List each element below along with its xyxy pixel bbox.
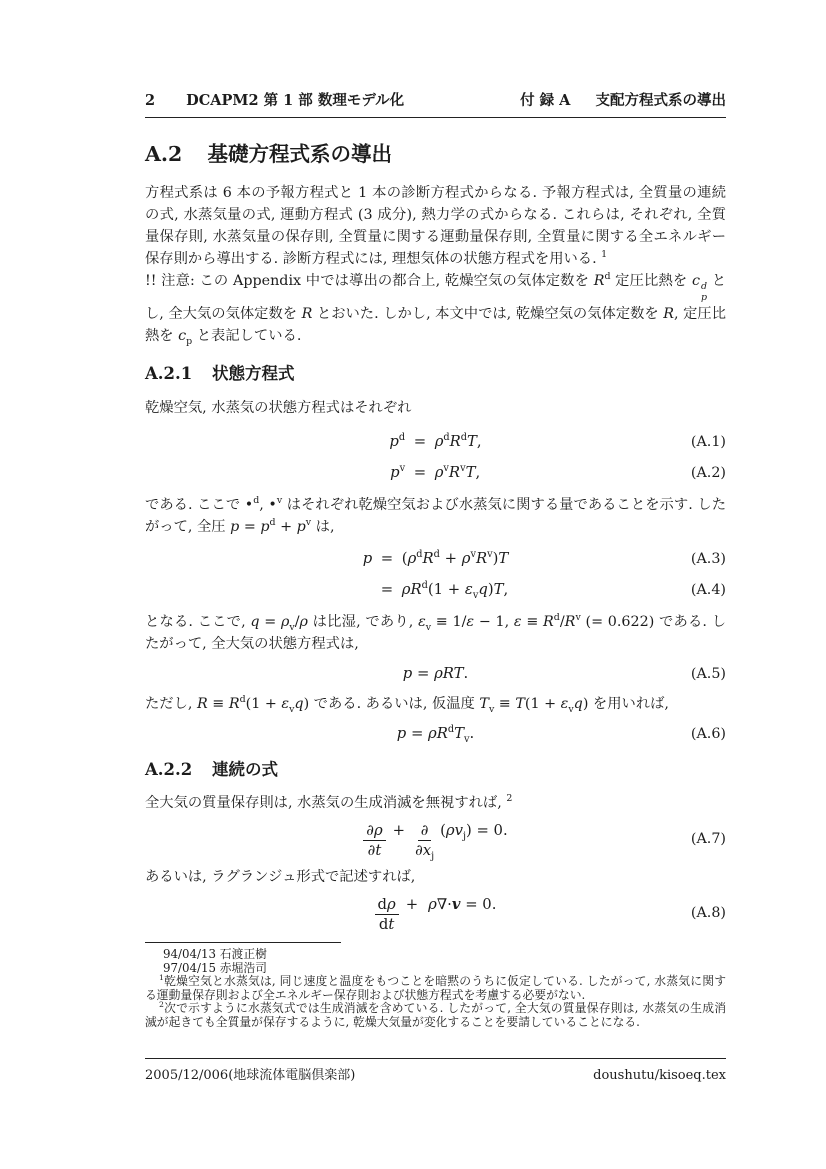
equation-a8-number: (A.8) — [690, 905, 726, 922]
page-footer — [145, 1058, 726, 1084]
paragraph-intro: 方程式系は 6 本の予報方程式と 1 本の診断方程式からなる. 予報方程式は, 全質量の連続の式, 水蒸気量の式, 運動方程式 (3 成分), 熱力学の式からなる. これらは, それぞれ, 全質量保存則, 水蒸気量の保存則, 全質量に関する運動量保存則, 全質量に関する全エネルギー保存則から導出する. 診断方程式には, 理想気体の状態方程式を用いる. $^1$ — [145, 185, 726, 267]
paragraph-notice: !! 注意: この Appendix 中では導出の都合上, 乾燥空気の気体定数を $R^d$ 定圧比熱を c d p とし, 全大気の気体定数を R とおいた. しかし, 本文中では, 乾燥空気の気体定数を R, 定圧比熱を $c_p$ と表記している. — [145, 271, 727, 347]
page-number: 2 — [145, 92, 156, 109]
subsection-heading-a21 — [145, 363, 726, 385]
equation-a3-rhs: $(\rho^dR^d + \rho^vR^v)T$ — [401, 549, 509, 567]
equation-a7-body: $\frac{\partial\rho}{\partial t}$ + $\frac{\partial}{\partial x_j}$ $(\rho v_j) = 0$. — [363, 820, 507, 859]
footer-right: doushutu/kisoeq.tex — [593, 1068, 726, 1083]
equation-a8-body: $\frac{d\rho}{dt}$ + ρ∇·v = 0. — [375, 894, 497, 933]
equation-a1-relation: = — [413, 432, 427, 450]
paragraph-after-a2: である. ここで •$^d$, •$^v$ はそれぞれ乾燥空気および水蒸気に関する量であることを示す. したがって, 全圧 $p = p^d + p^v$ は, — [145, 495, 726, 535]
equation-a5-body: p = ρRT. — [402, 664, 469, 682]
paragraph-continuity-intro: 全大気の質量保存則は, 水蒸気の生成消滅を無視すれば, $^2$ — [145, 793, 513, 811]
equation-a2-number: (A.2) — [690, 464, 726, 481]
equation-a3-lhs: p — [362, 549, 373, 567]
equation-a6-body: $p = \rho R^dT_v$. — [396, 724, 475, 745]
equation-a1-number: (A.1) — [690, 433, 726, 450]
equation-a6 — [145, 723, 726, 745]
revision-history-line-2: 97/04/15 赤堀浩司 — [163, 960, 267, 975]
subsection-heading-a22 — [145, 759, 726, 781]
equation-a4-rhs: $\rho R^d(1 + \varepsilon_vq)T$, — [401, 580, 509, 601]
equation-a4-relation: = — [380, 580, 394, 598]
subsection-title: 状態方程式 — [212, 363, 295, 383]
equation-a5-number: (A.5) — [690, 665, 726, 682]
equation-a5 — [145, 663, 726, 685]
equation-a1-lhs: $p^d$ — [389, 432, 406, 450]
equation-a8 — [145, 894, 726, 933]
paragraph-after-a4: となる. ここで, $q = \rho_v/\rho$ は比湿, であり, $\varepsilon_v \equiv 1/\varepsilon - 1$, $\varepsilon \equiv R^d/R^v$ (= 0.622) である. したがって, 全大気の状態方程式は, — [145, 612, 726, 652]
paragraph-after-a5: ただし, $R \equiv R^d(1 + \varepsilon_vq)$ である. あるいは, 仮温度 $T_v \equiv T(1 + \varepsilon_vq)$ を用いれば, — [145, 694, 669, 715]
header-right-title: 支配方程式系の導出 — [595, 92, 726, 109]
equation-a3-relation: = — [380, 549, 394, 567]
equation-a2-lhs: $p^v$ — [390, 463, 406, 481]
footnote-1: $^1$乾燥空気と水蒸気は, 同じ速度と温度をもつことを暗黙のうちに仮定している. したがって, 水蒸気に関する運動量保存則および全エネルギー保存則および状態方程式を考慮する必要がない. — [145, 973, 726, 1002]
equation-a7 — [145, 820, 726, 862]
footnotes-block — [145, 942, 726, 1030]
section-number: A.2 — [145, 142, 183, 166]
footnote-rule — [145, 942, 341, 943]
equation-a4-number: (A.4) — [690, 581, 726, 598]
section-heading — [145, 142, 726, 166]
paragraph-state-intro: 乾燥空気, 水蒸気の状態方程式はそれぞれ — [145, 399, 412, 416]
footnote-2: $^2$次で示すように水蒸気式では生成消滅を含めている. したがって, 全大気の質量保存則は, 水蒸気の生成消滅が起きても全質量が保存するように, 乾燥大気量が変化することを要請していることになる. — [145, 1000, 726, 1029]
header-right — [520, 92, 726, 110]
page-header — [145, 92, 726, 118]
equation-group-pressure — [145, 548, 726, 601]
revision-history-line-1: 94/04/13 石渡正樹 — [163, 947, 267, 961]
equation-a2-relation: = — [413, 463, 427, 481]
header-appendix-label: 付 録 A — [520, 92, 571, 109]
subsection-number: A.2.1 — [145, 363, 193, 383]
page-content — [145, 92, 726, 933]
paragraph-lagrange: あるいは, ラグランジュ形式で記述すれば, — [145, 868, 416, 885]
section-title: 基礎方程式系の導出 — [207, 142, 392, 166]
footer-left: 2005/12/006(地球流体電脳倶楽部) — [145, 1068, 356, 1083]
subsection-title: 連続の式 — [212, 759, 279, 779]
equation-group-state — [145, 431, 726, 484]
header-left-title: DCAPM2 第 1 部 数理モデル化 — [186, 92, 405, 109]
equation-a3-number: (A.3) — [690, 550, 726, 567]
subsection-number: A.2.2 — [145, 759, 193, 779]
equation-a6-number: (A.6) — [690, 725, 726, 742]
header-left — [145, 92, 404, 110]
equation-a2-rhs: $\rho^vR^vT$, — [434, 463, 481, 481]
equation-a1-rhs: $\rho^dR^dT$, — [434, 432, 482, 450]
equation-a7-number: (A.7) — [690, 831, 726, 848]
